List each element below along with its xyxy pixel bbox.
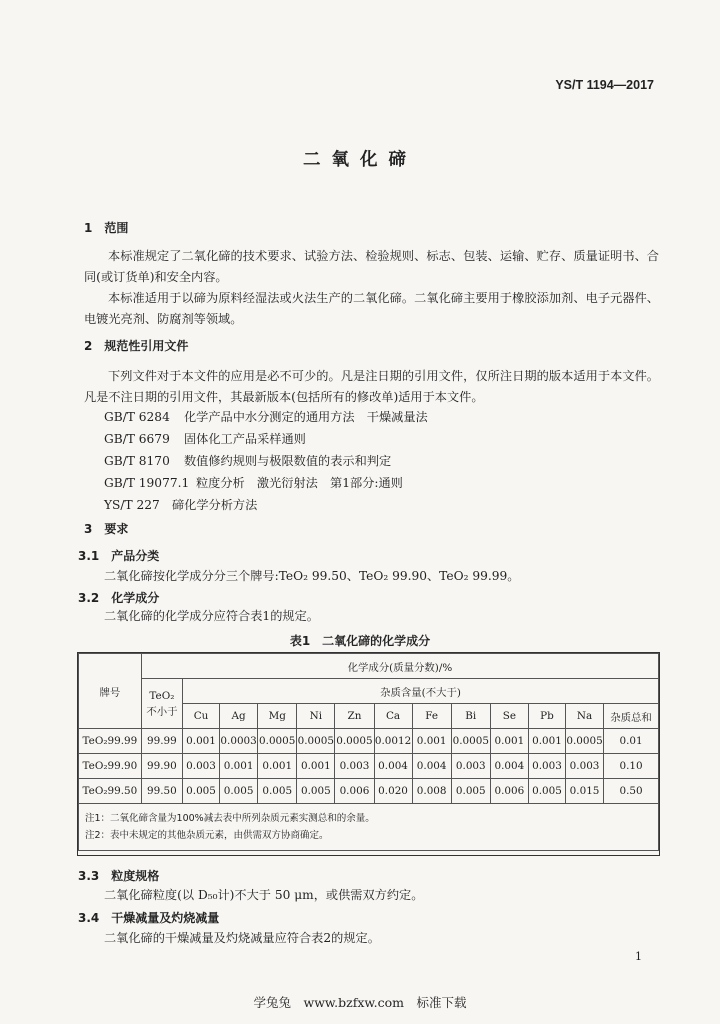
value-cell: 0.005 bbox=[183, 779, 220, 804]
element-header: 杂质总和 bbox=[604, 704, 659, 729]
section-title: 产品分类 bbox=[111, 549, 160, 563]
table-note-2: 注2：表中未规定的其他杂质元素，由供需双方协商确定。 bbox=[85, 830, 329, 841]
section-number: 3.3 bbox=[78, 869, 100, 883]
reference-title: 固体化工产品采样通则 bbox=[184, 432, 306, 446]
section-title: 化学成分 bbox=[111, 591, 160, 605]
element-header: Bi bbox=[451, 704, 490, 729]
value-cell: 0.003 bbox=[183, 754, 220, 779]
element-header: Ag bbox=[220, 704, 258, 729]
loss-paragraph: 二氧化碲的干燥减量及灼烧减量应符合表2的规定。 bbox=[104, 931, 380, 945]
section-number: 1 bbox=[84, 221, 93, 235]
footer-watermark: 学兔兔 www.bzfxw.com 标准下载 bbox=[253, 995, 467, 1010]
value-cell: 0.0012 bbox=[374, 729, 412, 754]
value-cell: 0.020 bbox=[374, 779, 412, 804]
value-cell: 0.0005 bbox=[335, 729, 374, 754]
value-cell: 0.004 bbox=[412, 754, 451, 779]
value-cell: 0.50 bbox=[604, 779, 659, 804]
reference-code: GB/T 19077.1 bbox=[104, 476, 190, 490]
section-3-3-heading bbox=[78, 867, 159, 884]
scope-text-2: 本标准适用于以碲为原料经湿法或火法生产的二氧化碲。二氧化碲主要用于橡胶添加剂、电子元器件、电镀光亮剂、防腐剂等领域。 bbox=[84, 291, 659, 326]
teo2-cell: 99.50 bbox=[141, 779, 182, 804]
reference-code: YS/T 227 bbox=[104, 498, 160, 512]
value-cell: 0.001 bbox=[297, 754, 335, 779]
grade-cell: TeO₂99.90 bbox=[79, 754, 142, 779]
value-cell: 0.0005 bbox=[258, 729, 297, 754]
value-cell: 0.003 bbox=[335, 754, 374, 779]
value-cell: 0.005 bbox=[258, 779, 297, 804]
value-cell: 0.003 bbox=[451, 754, 490, 779]
value-cell: 0.006 bbox=[490, 779, 528, 804]
section-number: 3.2 bbox=[78, 591, 100, 605]
value-cell: 0.003 bbox=[566, 754, 604, 779]
page-number: 1 bbox=[635, 950, 642, 963]
teo2-cell: 99.99 bbox=[141, 729, 182, 754]
section-3-1-heading bbox=[78, 547, 159, 564]
section-title: 范围 bbox=[104, 221, 129, 235]
value-cell: 0.005 bbox=[297, 779, 335, 804]
reference-code: GB/T 6284 bbox=[104, 410, 170, 424]
value-cell: 0.0003 bbox=[220, 729, 258, 754]
reference-title: 碲化学分析方法 bbox=[172, 498, 258, 512]
section-1-heading bbox=[84, 219, 128, 236]
element-header: Zn bbox=[335, 704, 374, 729]
value-cell: 0.0005 bbox=[451, 729, 490, 754]
value-cell: 0.0005 bbox=[566, 729, 604, 754]
grades-paragraph: 二氧化碲按化学成分分三个牌号:TeO₂ 99.50、TeO₂ 99.90、TeO₂ 99.99。 bbox=[104, 569, 520, 583]
element-header: Se bbox=[490, 704, 528, 729]
section-number: 3 bbox=[84, 522, 93, 536]
section-number: 3.1 bbox=[78, 549, 100, 563]
standard-number: YS/T 1194—2017 bbox=[555, 78, 654, 92]
element-header: Fe bbox=[412, 704, 451, 729]
value-cell: 0.008 bbox=[412, 779, 451, 804]
references-intro-text: 下列文件对于本文件的应用是必不可少的。凡是注日期的引用文件，仅所注日期的版本适用于本文件。凡是不注日期的引用文件，其最新版本(包括所有的修改单)适用于本文件。 bbox=[84, 369, 659, 404]
section-3-4-heading bbox=[78, 909, 219, 926]
table-notes bbox=[79, 804, 659, 851]
element-header: Ca bbox=[374, 704, 412, 729]
value-cell: 0.005 bbox=[451, 779, 490, 804]
teo2-cell: 99.90 bbox=[141, 754, 182, 779]
table-row bbox=[79, 779, 659, 804]
section-title: 规范性引用文件 bbox=[104, 339, 189, 353]
section-title: 粒度规格 bbox=[111, 869, 160, 883]
section-title: 干燥减量及灼烧减量 bbox=[111, 911, 220, 925]
value-cell: 0.004 bbox=[490, 754, 528, 779]
reference-title: 粒度分析 激光衍射法 第1部分:通则 bbox=[196, 476, 403, 490]
value-cell: 0.005 bbox=[220, 779, 258, 804]
chemistry-paragraph: 二氧化碲的化学成分应符合表1的规定。 bbox=[104, 609, 319, 623]
scope-paragraph-1 bbox=[84, 246, 659, 287]
teo2-label: TeO₂ bbox=[149, 689, 175, 702]
section-title: 要求 bbox=[104, 522, 129, 536]
value-cell: 0.006 bbox=[335, 779, 374, 804]
element-header: Mg bbox=[258, 704, 297, 729]
reference-item bbox=[104, 495, 257, 515]
value-cell: 0.004 bbox=[374, 754, 412, 779]
table-row bbox=[79, 729, 659, 754]
element-header: Na bbox=[566, 704, 604, 729]
grade-cell: TeO₂99.99 bbox=[79, 729, 142, 754]
section-number: 2 bbox=[84, 339, 93, 353]
chemical-composition-table bbox=[77, 652, 660, 856]
value-cell: 0.001 bbox=[258, 754, 297, 779]
teo2-header bbox=[141, 679, 182, 729]
table-note-1: 注1：二氧化碲含量为100%减去表中所列杂质元素实测总和的余量。 bbox=[85, 813, 375, 824]
value-cell: 0.0005 bbox=[297, 729, 335, 754]
value-cell: 0.10 bbox=[604, 754, 659, 779]
value-cell: 0.001 bbox=[490, 729, 528, 754]
reference-item bbox=[104, 451, 391, 471]
impurity-header: 杂质含量(不大于) bbox=[183, 679, 659, 704]
scope-text-1: 本标准规定了二氧化碲的技术要求、试验方法、检验规则、标志、包装、运输、贮存、质量证明书、合同(或订货单)和安全内容。 bbox=[84, 249, 659, 284]
composition-header: 化学成分(质量分数)/% bbox=[141, 654, 658, 679]
grade-cell: TeO₂99.50 bbox=[79, 779, 142, 804]
scope-paragraph-2 bbox=[84, 288, 659, 329]
section-3-2-heading bbox=[78, 589, 159, 606]
min-label: 不小于 bbox=[146, 705, 178, 718]
table-1-title: 表1 二氧化碲的化学成分 bbox=[289, 634, 431, 648]
document-title: 二氧化碲 bbox=[303, 150, 417, 170]
section-number: 3.4 bbox=[78, 911, 100, 925]
reference-title: 化学产品中水分测定的通用方法 干燥减量法 bbox=[184, 410, 428, 424]
value-cell: 0.01 bbox=[604, 729, 659, 754]
value-cell: 0.003 bbox=[528, 754, 565, 779]
reference-item bbox=[104, 407, 428, 427]
reference-code: GB/T 8170 bbox=[104, 454, 170, 468]
reference-code: GB/T 6679 bbox=[104, 432, 170, 446]
element-header: Ni bbox=[297, 704, 335, 729]
value-cell: 0.005 bbox=[528, 779, 565, 804]
value-cell: 0.001 bbox=[412, 729, 451, 754]
value-cell: 0.015 bbox=[566, 779, 604, 804]
section-3-heading bbox=[84, 520, 128, 537]
reference-item bbox=[104, 473, 403, 493]
grade-header: 牌号 bbox=[79, 654, 142, 729]
value-cell: 0.001 bbox=[220, 754, 258, 779]
reference-title: 数值修约规则与极限数值的表示和判定 bbox=[184, 454, 392, 468]
table-row bbox=[79, 754, 659, 779]
value-cell: 0.001 bbox=[528, 729, 565, 754]
particle-size-paragraph: 二氧化碲粒度(以 D₅₀计)不大于 50 μm，或供需双方约定。 bbox=[104, 888, 424, 902]
element-header: Cu bbox=[183, 704, 220, 729]
section-2-heading bbox=[84, 337, 188, 354]
value-cell: 0.001 bbox=[183, 729, 220, 754]
reference-item bbox=[104, 429, 306, 449]
element-header: Pb bbox=[528, 704, 565, 729]
references-intro bbox=[84, 366, 659, 407]
